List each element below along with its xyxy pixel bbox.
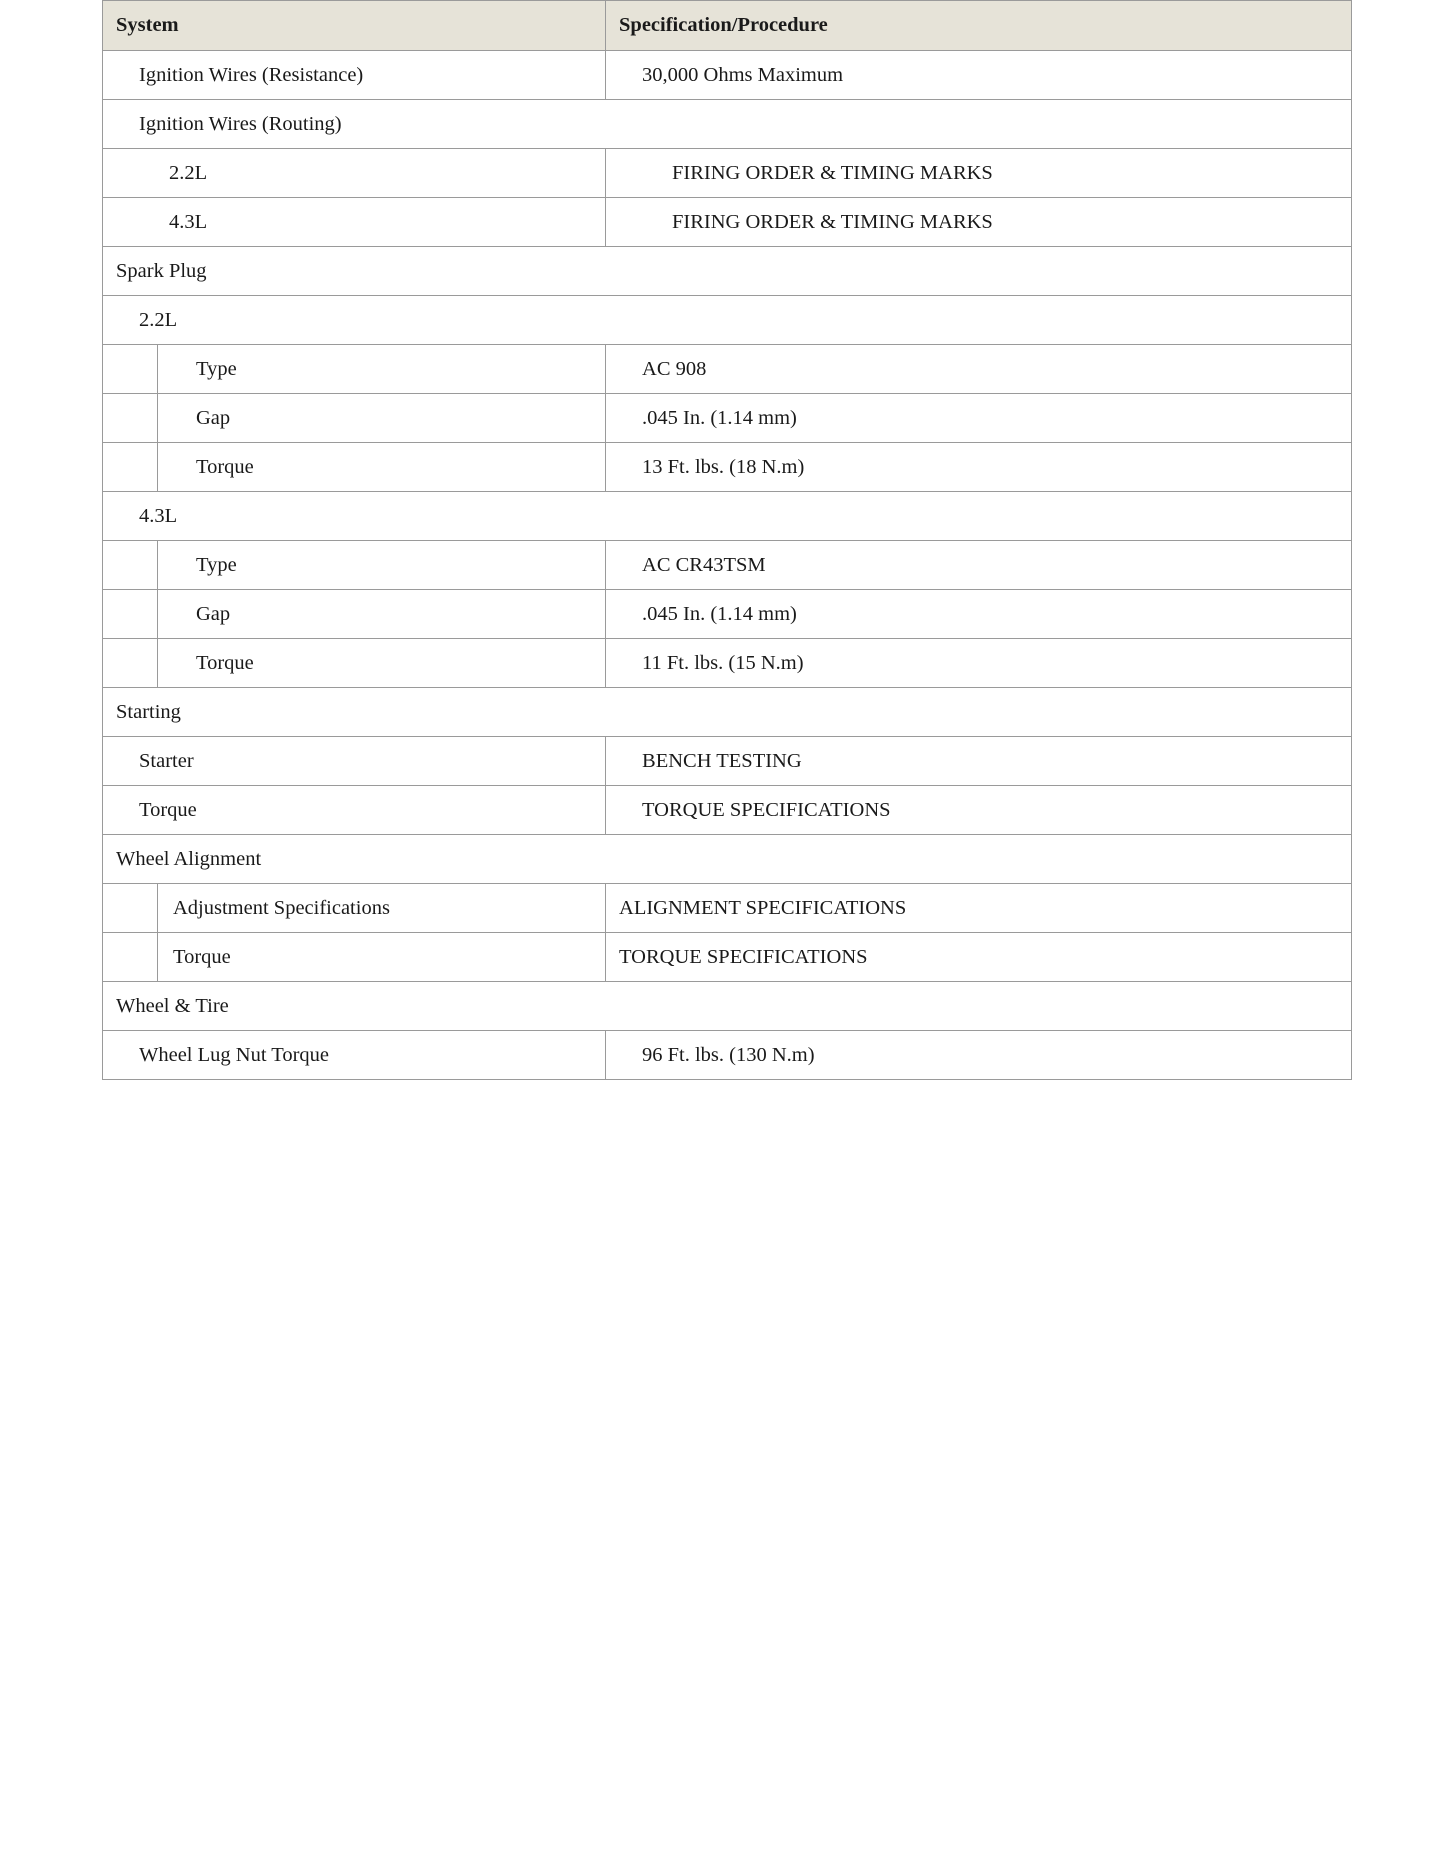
row-label: Torque	[103, 786, 606, 835]
row-label: Starter	[103, 737, 606, 786]
table-row	[103, 933, 1352, 982]
row-label: Gap	[158, 590, 606, 639]
indent-cell	[103, 884, 158, 933]
table-row	[103, 149, 1352, 198]
section-label: Starting	[103, 688, 1352, 737]
section-label: Spark Plug	[103, 247, 1352, 296]
row-label: Type	[158, 541, 606, 590]
section-label: 2.2L	[103, 296, 1352, 345]
table-row	[103, 786, 1352, 835]
table-row	[103, 443, 1352, 492]
table-row	[103, 639, 1352, 688]
row-value: TORQUE SPECIFICATIONS	[606, 933, 1352, 982]
table-row	[103, 541, 1352, 590]
row-label: Ignition Wires (Resistance)	[103, 51, 606, 100]
row-value: .045 In. (1.14 mm)	[606, 590, 1352, 639]
row-value: AC CR43TSM	[606, 541, 1352, 590]
section-row	[103, 982, 1352, 1031]
table-header-row	[103, 1, 1352, 51]
row-label: Gap	[158, 394, 606, 443]
table-row	[103, 345, 1352, 394]
row-label: Type	[158, 345, 606, 394]
table-row	[103, 884, 1352, 933]
section-row	[103, 492, 1352, 541]
section-label: Wheel & Tire	[103, 982, 1352, 1031]
header-system: System	[103, 1, 606, 51]
section-label: Wheel Alignment	[103, 835, 1352, 884]
table-row	[103, 1031, 1352, 1080]
section-row	[103, 100, 1352, 149]
section-row	[103, 688, 1352, 737]
row-value: 11 Ft. lbs. (15 N.m)	[606, 639, 1352, 688]
row-label: 4.3L	[103, 198, 606, 247]
row-value: 96 Ft. lbs. (130 N.m)	[606, 1031, 1352, 1080]
header-specification: Specification/Procedure	[606, 1, 1352, 51]
row-value: FIRING ORDER & TIMING MARKS	[606, 149, 1352, 198]
table-row	[103, 590, 1352, 639]
row-value: .045 In. (1.14 mm)	[606, 394, 1352, 443]
row-value: TORQUE SPECIFICATIONS	[606, 786, 1352, 835]
section-row	[103, 835, 1352, 884]
table-row	[103, 737, 1352, 786]
specification-table	[102, 0, 1352, 1080]
row-value: AC 908	[606, 345, 1352, 394]
row-label: Torque	[158, 933, 606, 982]
indent-cell	[103, 639, 158, 688]
indent-cell	[103, 541, 158, 590]
indent-cell	[103, 933, 158, 982]
row-label: Adjustment Specifications	[158, 884, 606, 933]
indent-cell	[103, 394, 158, 443]
row-label: Torque	[158, 443, 606, 492]
table-row	[103, 394, 1352, 443]
indent-cell	[103, 443, 158, 492]
indent-cell	[103, 590, 158, 639]
section-label: 4.3L	[103, 492, 1352, 541]
row-value: 30,000 Ohms Maximum	[606, 51, 1352, 100]
section-row	[103, 296, 1352, 345]
row-value: BENCH TESTING	[606, 737, 1352, 786]
section-row	[103, 247, 1352, 296]
table-row	[103, 198, 1352, 247]
row-value: FIRING ORDER & TIMING MARKS	[606, 198, 1352, 247]
row-value: ALIGNMENT SPECIFICATIONS	[606, 884, 1352, 933]
table-row	[103, 51, 1352, 100]
row-value: 13 Ft. lbs. (18 N.m)	[606, 443, 1352, 492]
indent-cell	[103, 345, 158, 394]
row-label: 2.2L	[103, 149, 606, 198]
row-label: Torque	[158, 639, 606, 688]
row-label: Wheel Lug Nut Torque	[103, 1031, 606, 1080]
section-label: Ignition Wires (Routing)	[103, 100, 1352, 149]
